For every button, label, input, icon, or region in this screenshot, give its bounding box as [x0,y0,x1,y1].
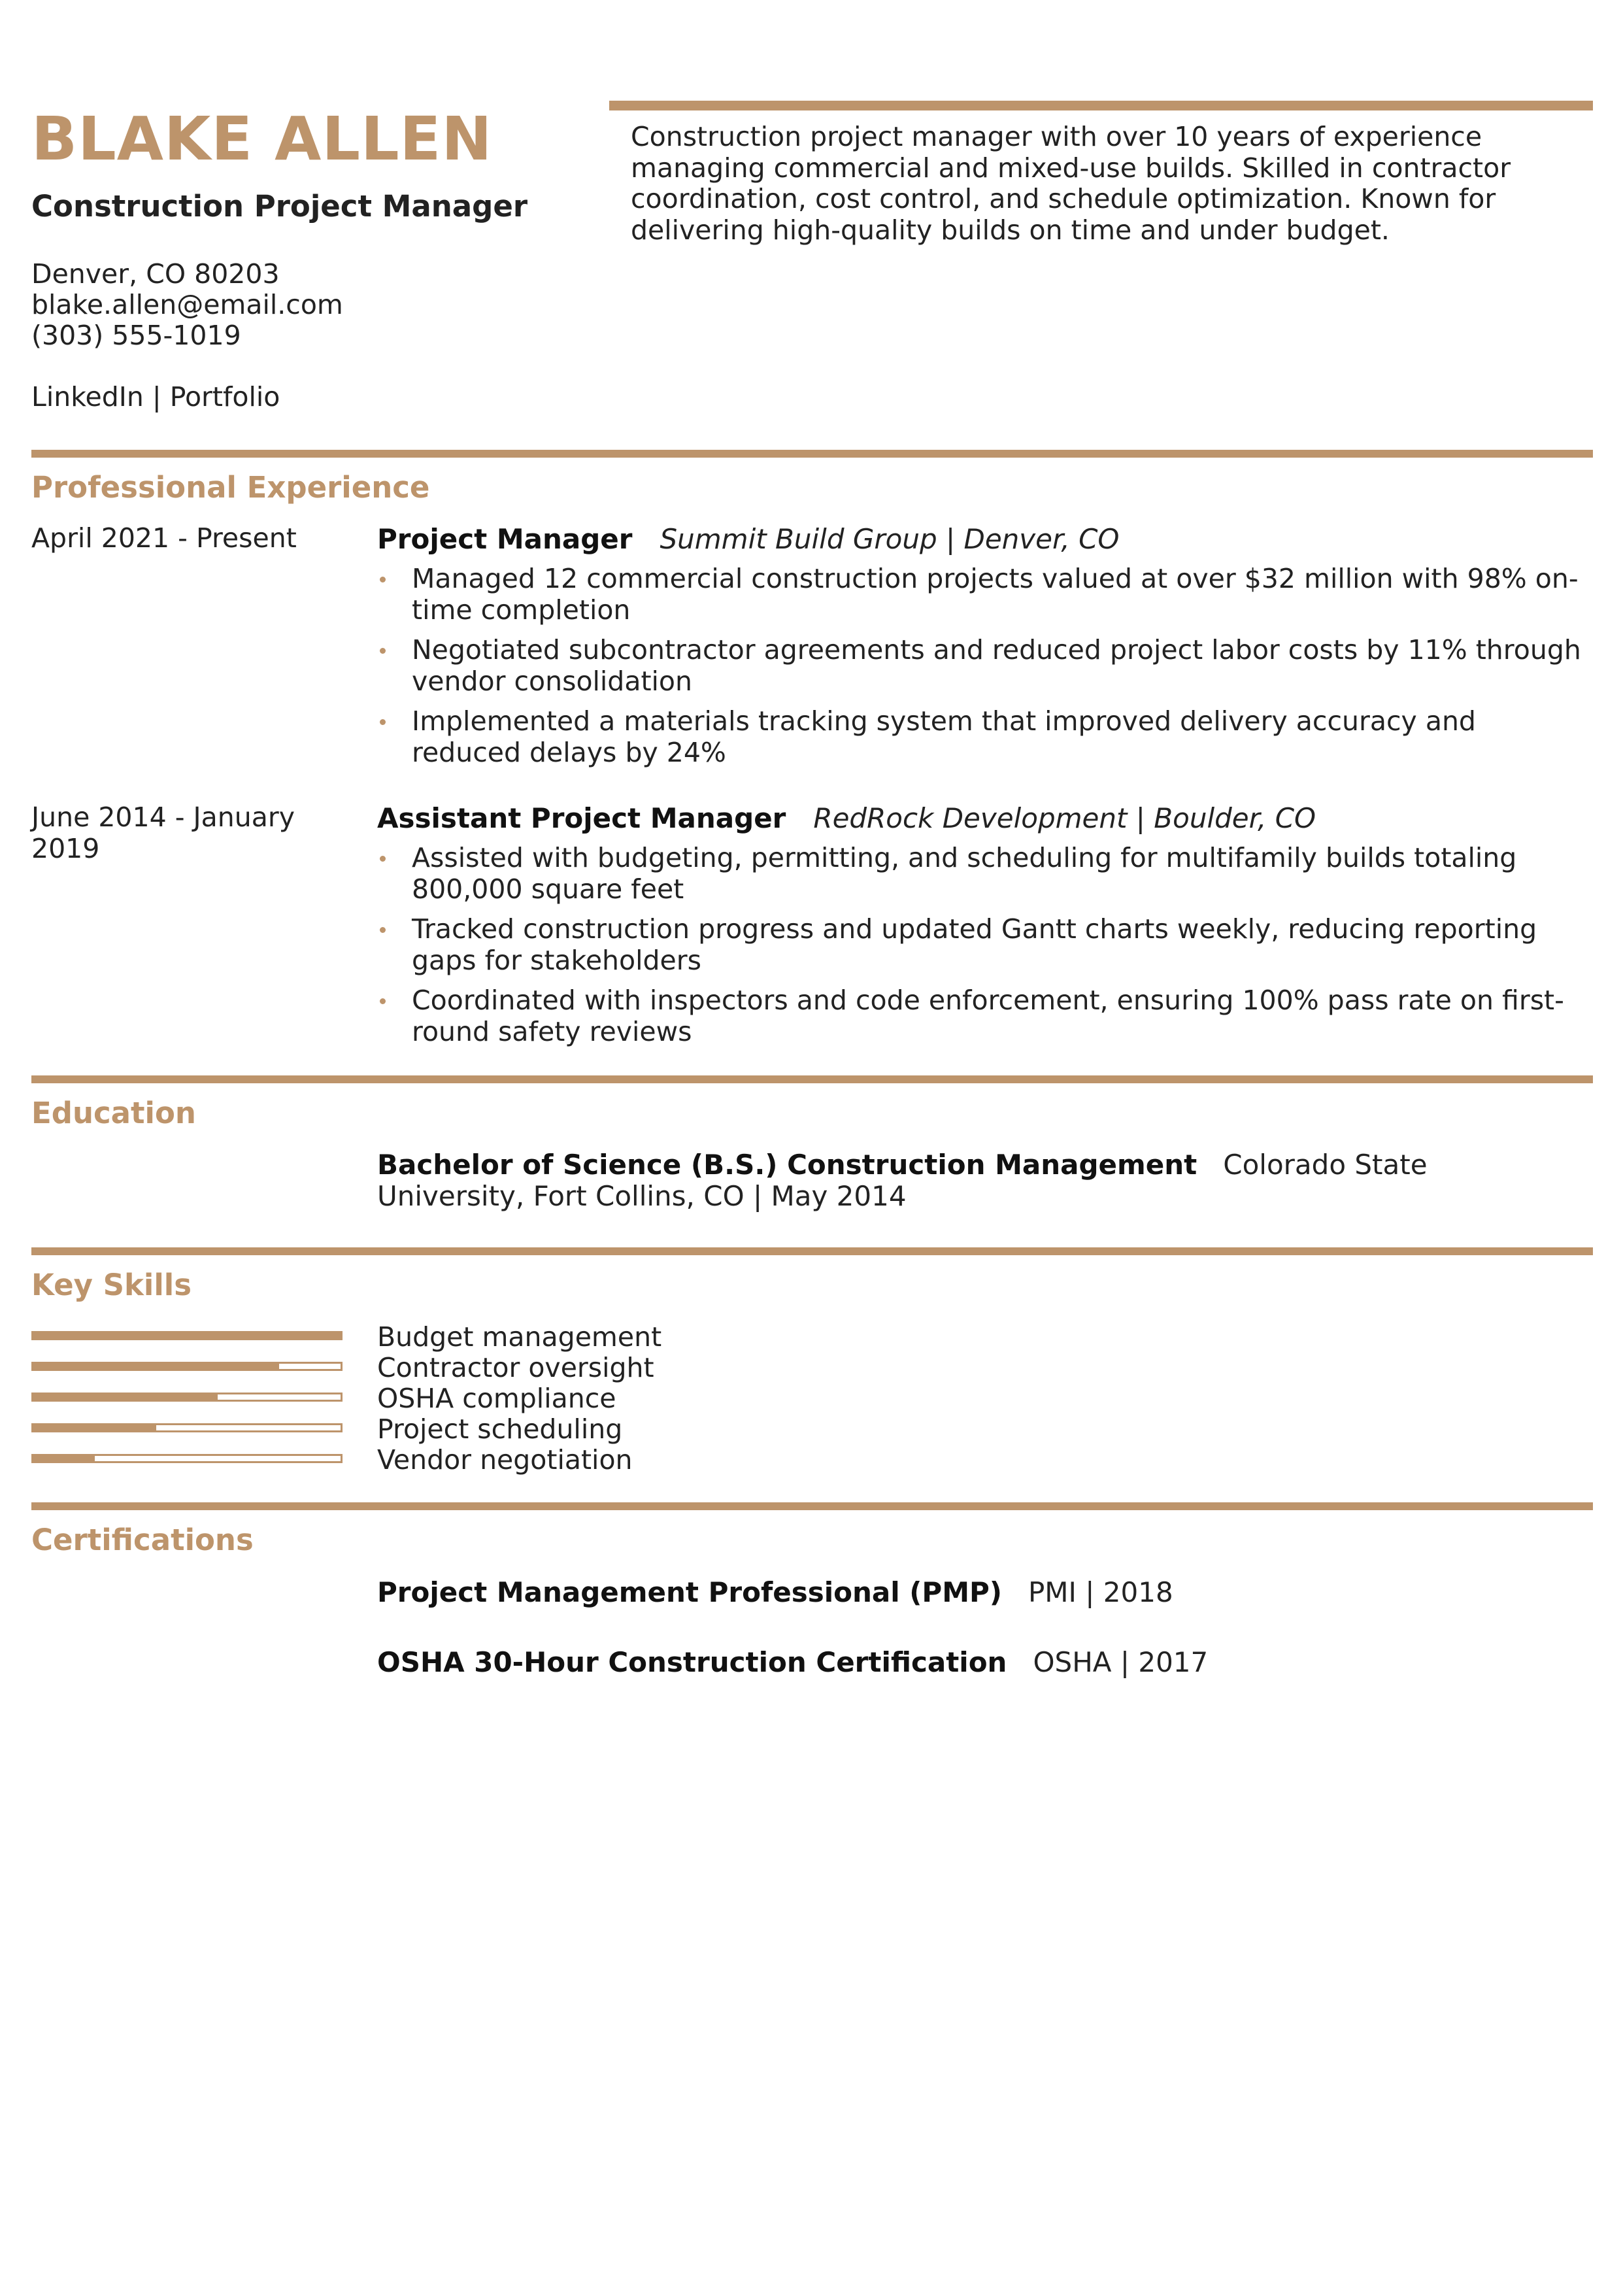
skill-row [31,1353,1012,1383]
list-item [377,914,1593,976]
bullet-text: Implemented a materials tracking system that improved delivery accuracy and reduced delays by 24% [412,705,1476,768]
bullet-text: Negotiated subcontractor agreements and reduced project labor costs by 11% through vendor consolidation [412,634,1581,697]
job-dates: June 2014 - January 2019 [31,802,295,864]
list-item [377,843,1593,905]
certification-name: Project Management Professional (PMP) [377,1576,1002,1608]
section-title-certifications: Certifications [31,1523,254,1557]
skill-row [31,1414,1012,1445]
bullet-text: Tracked construction progress and updated Gantt charts weekly, reducing reporting gaps for stakeholders [412,913,1537,976]
certification-item [377,1576,1173,1610]
certification-name: OSHA 30-Hour Construction Certification [377,1646,1007,1678]
certification-issuer: PMI | 2018 [1028,1576,1173,1608]
certification-issuer: OSHA | 2017 [1033,1646,1209,1678]
skill-level-fill [33,1456,95,1461]
job-heading [377,522,1119,556]
bullet-text: Managed 12 commercial construction projects valued at over $32 million with 98% on-time completion [412,563,1579,626]
bullet-icon [380,998,386,1004]
skill-level-bar [31,1362,343,1371]
skill-row [31,1445,1012,1476]
skill-level-bar [31,1393,343,1402]
skill-level-bar [31,1423,343,1432]
skill-label: Project scheduling [377,1413,623,1445]
skill-level-fill [33,1425,156,1430]
contact-phone[interactable]: (303) 555-1019 [31,320,241,351]
job-company: Summit Build Group | Denver, CO [660,523,1120,555]
header-divider [609,101,1593,110]
candidate-name: BLAKE ALLEN [31,104,493,174]
bullet-text: Assisted with budgeting, permitting, and scheduling for multifamily builds totaling 800,000 square feet [412,842,1517,905]
education-degree: Bachelor of Science (B.S.) Construction Management [377,1149,1197,1181]
job-heading [377,802,1316,836]
list-item [377,564,1593,626]
job-dates: April 2021 - Present [31,522,297,554]
section-divider [31,1075,1593,1083]
profile-summary: Construction project manager with over 10 years of experience managing commercial and mixed-use builds. Skilled in contractor coordination, cost control, and schedule optimization. Known for delivering high-quality builds on time and under budget. [631,121,1511,246]
bullet-icon [380,927,386,933]
section-title-experience: Professional Experience [31,470,430,505]
education-entry [377,1149,1567,1212]
skill-row [31,1322,1012,1353]
section-title-education: Education [31,1096,196,1130]
job-bullets [377,843,1593,1056]
skill-label: Budget management [377,1321,662,1353]
bullet-text: Coordinated with inspectors and code enforcement, ensuring 100% pass rate on first-round safety reviews [412,985,1564,1047]
skill-level-bar [31,1454,343,1463]
job-bullets [377,564,1593,777]
skill-level-bar [31,1331,343,1340]
bullet-icon [380,577,386,582]
contact-email[interactable]: blake.allen@email.com [31,289,343,320]
job-title: Construction Project Manager [31,189,528,224]
bullet-icon [380,856,386,862]
section-title-skills: Key Skills [31,1268,192,1302]
skill-level-fill [33,1364,279,1369]
skill-label: OSHA compliance [377,1383,616,1414]
skill-level-fill [33,1394,218,1400]
skill-label: Contractor oversight [377,1352,654,1383]
skill-label: Vendor negotiation [377,1444,633,1476]
skill-level-fill [33,1333,341,1338]
certification-item [377,1646,1208,1680]
job-role: Assistant Project Manager [377,802,786,834]
list-item [377,985,1593,1047]
contact-links[interactable]: LinkedIn | Portfolio [31,381,280,413]
education-details: Colorado State University, Fort Collins, CO | May 2014 [377,1149,1428,1212]
job-company: RedRock Development | Boulder, CO [813,802,1316,834]
skill-row [31,1383,1012,1414]
job-role: Project Manager [377,523,633,555]
section-divider [31,1502,1593,1510]
section-divider [31,450,1593,458]
section-divider [31,1247,1593,1255]
list-item [377,706,1593,768]
contact-location: Denver, CO 80203 [31,258,280,290]
bullet-icon [380,719,386,725]
bullet-icon [380,648,386,654]
list-item [377,635,1593,697]
